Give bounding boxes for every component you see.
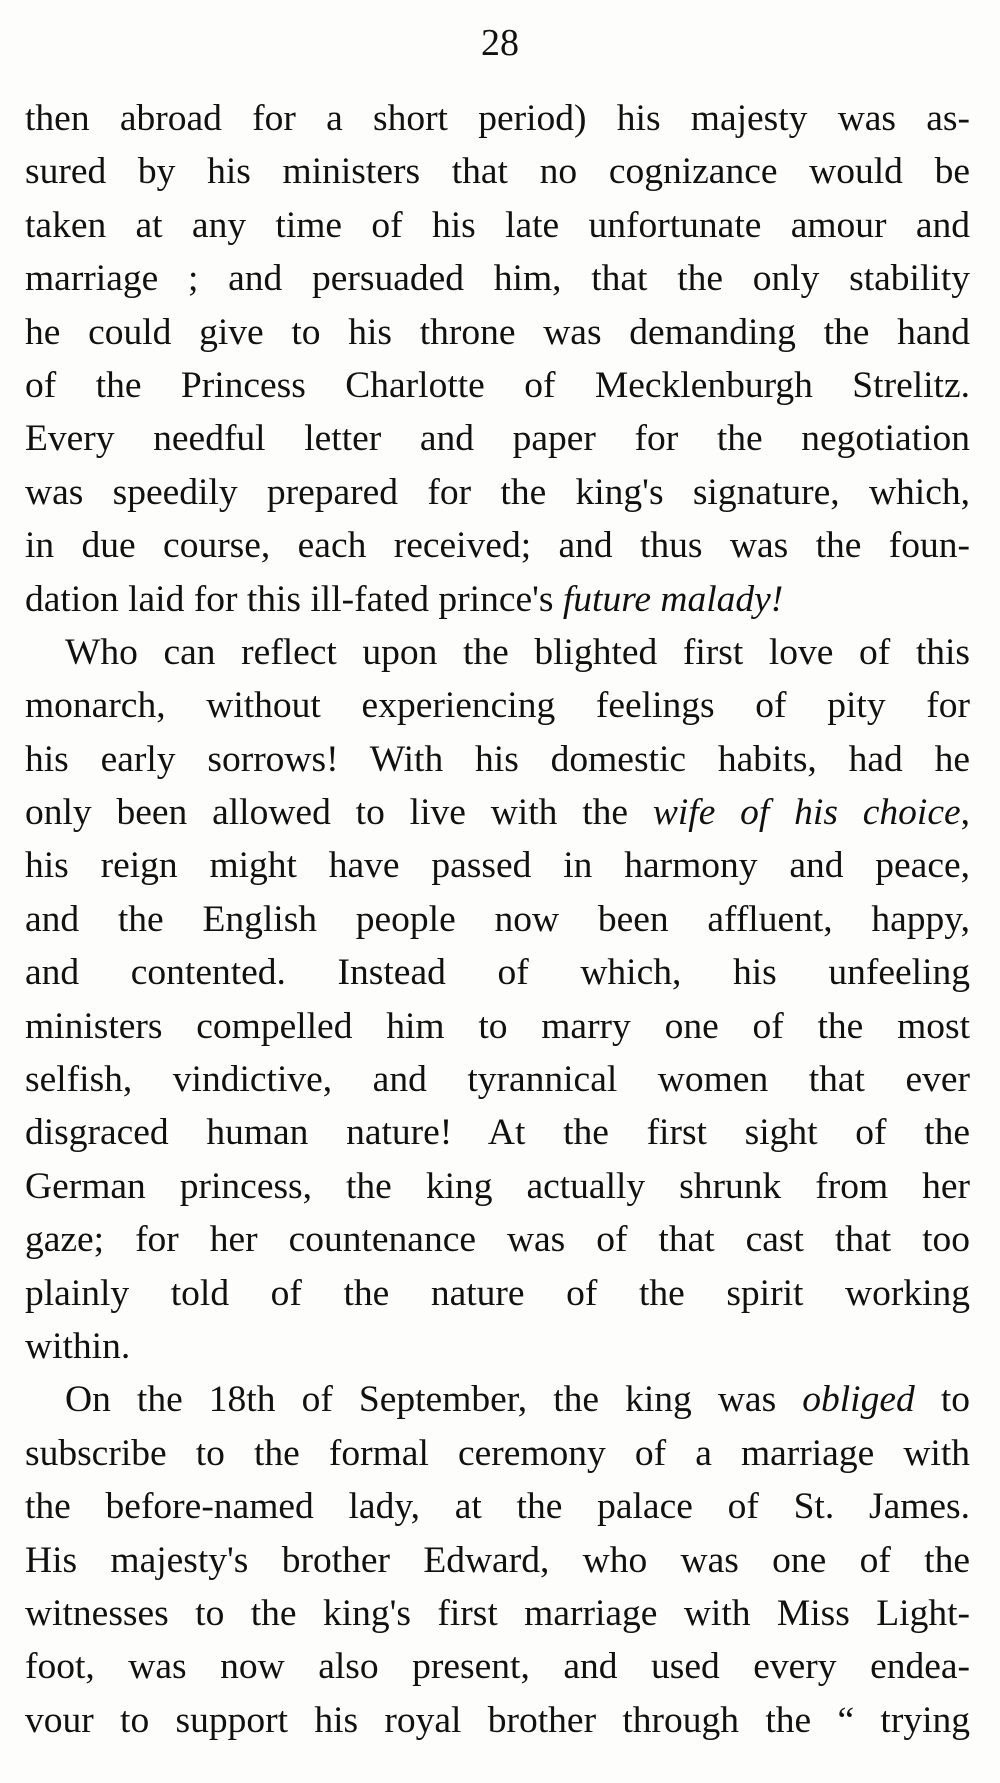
text-line	[25, 1320, 970, 1373]
text-line	[25, 1106, 970, 1159]
italic-text: future malady!	[562, 578, 784, 620]
paragraph	[25, 626, 970, 1373]
text-run: marriage ; and persuaded him, that the only stability	[25, 258, 970, 300]
paragraph	[25, 92, 970, 626]
text-run: to	[914, 1379, 971, 1421]
text-line	[25, 1640, 970, 1693]
text-line	[25, 252, 970, 305]
text-run: dation laid for this ill-fated prince's	[25, 578, 563, 620]
text-run: plainly told of the nature of the spirit working	[25, 1272, 970, 1314]
text-run: witnesses to the king's first marriage with Miss Light-	[25, 1592, 970, 1634]
text-run: his reign might have passed in harmony and peace,	[25, 845, 970, 887]
page-number: 28	[481, 22, 519, 64]
text-run: his early sorrows! With his domestic habits, had he	[25, 738, 970, 780]
text-run: subscribe to the formal ceremony of a marriage with	[25, 1432, 970, 1474]
text-run: On the 18th of September, the king was	[65, 1379, 803, 1421]
text-line	[25, 733, 970, 786]
text-run: was speedily prepared for the king's signature, which,	[25, 471, 970, 513]
text-run: taken at any time of his late unfortunate amour and	[25, 204, 970, 246]
italic-text: wife of his choice	[652, 792, 961, 834]
text-line	[25, 1160, 970, 1213]
text-line	[25, 679, 970, 732]
text-run: monarch, without experiencing feelings of pity for	[25, 685, 970, 727]
text-run: ministers compelled him to marry one of the most	[25, 1005, 970, 1047]
text-line	[25, 92, 970, 145]
text-run: gaze; for her countenance was of that cast that too	[25, 1219, 970, 1261]
text-line	[25, 626, 970, 679]
text-run: Every needful letter and paper for the negotiation	[25, 418, 970, 460]
body-text	[25, 92, 970, 1747]
text-line	[25, 786, 970, 839]
italic-text: obliged	[802, 1379, 915, 1421]
text-run: then abroad for a short period) his majesty was as-	[25, 98, 970, 139]
text-run: only been allowed to live with the	[25, 792, 653, 834]
text-run: the before-named lady, at the palace of St. James.	[25, 1486, 970, 1528]
text-line	[25, 1053, 970, 1106]
paragraph	[25, 1373, 970, 1747]
text-line	[25, 1694, 970, 1747]
text-line	[25, 946, 970, 999]
text-line	[25, 1373, 970, 1426]
text-run: selfish, vindictive, and tyrannical women that ever	[25, 1059, 970, 1101]
text-line	[25, 359, 970, 412]
text-line	[25, 893, 970, 946]
text-line	[25, 145, 970, 198]
text-run: of the Princess Charlotte of Mecklenburgh Strelitz.	[25, 364, 970, 406]
text-line	[25, 1534, 970, 1587]
text-run: disgraced human nature! At the first sight of the	[25, 1112, 970, 1154]
text-line	[25, 1000, 970, 1053]
text-line	[25, 1480, 970, 1533]
text-line	[25, 412, 970, 465]
text-line	[25, 466, 970, 519]
text-line	[25, 1587, 970, 1640]
text-run: and contented. Instead of which, his unfeeling	[25, 952, 970, 994]
text-run: he could give to his throne was demanding the hand	[25, 311, 970, 353]
text-line	[25, 1267, 970, 1320]
text-run: Who can reflect upon the blighted first love of this	[65, 631, 970, 673]
text-run: sured by his ministers that no cognizance would be	[25, 151, 970, 193]
text-line	[25, 306, 970, 359]
text-line	[25, 1213, 970, 1266]
text-run: foot, was now also present, and used every endea-	[25, 1646, 970, 1688]
text-run: in due course, each received; and thus was the foun-	[25, 525, 970, 567]
text-run: vour to support his royal brother through the “ trying	[25, 1699, 970, 1741]
text-line	[25, 573, 970, 626]
text-line	[25, 1427, 970, 1480]
text-run: German princess, the king actually shrunk from her	[25, 1165, 970, 1207]
text-run: His majesty's brother Edward, who was one of the	[25, 1539, 970, 1581]
text-line	[25, 199, 970, 252]
text-run: within.	[25, 1325, 131, 1367]
text-run: and the English people now been affluent, happy,	[25, 898, 970, 940]
text-run: ,	[960, 792, 970, 834]
text-line	[25, 519, 970, 572]
text-line	[25, 839, 970, 892]
